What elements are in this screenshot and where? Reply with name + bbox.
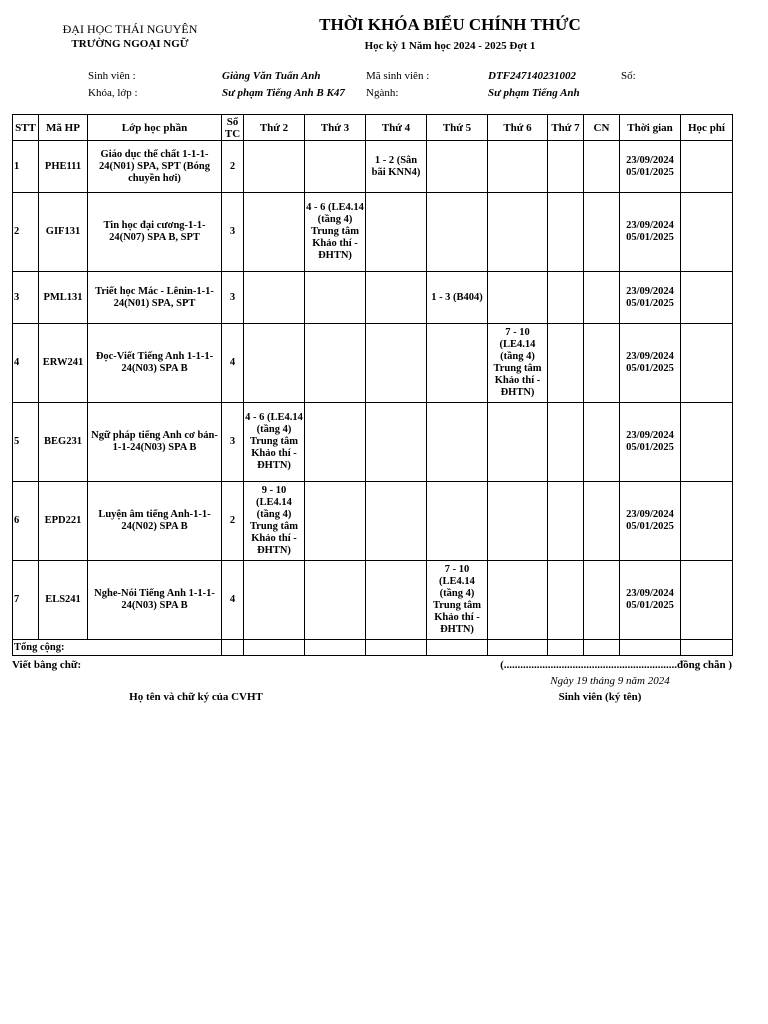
cell-cn — [584, 561, 620, 640]
cell-thu-3 — [305, 272, 366, 324]
cell-stt: 5 — [13, 403, 39, 482]
cell-thu-7 — [548, 482, 584, 561]
cell-thoi-gian — [620, 403, 681, 482]
page-title: THỜI KHÓA BIỂU CHÍNH THỨC — [319, 15, 581, 34]
header-cn: CN — [584, 115, 620, 141]
start-date: 23/09/2024 — [626, 351, 674, 362]
table-row — [13, 482, 733, 561]
cell-thu-3 — [305, 141, 366, 193]
table-row — [13, 272, 733, 324]
cell-thu-7 — [548, 272, 584, 324]
header-thoi-gian: Thời gian — [620, 115, 681, 141]
cell-thu-6 — [488, 141, 548, 193]
cell-thu-7 — [548, 193, 584, 272]
cell-cn — [584, 193, 620, 272]
student-id: DTF247140231002 — [488, 70, 576, 82]
header-stt: STT — [13, 115, 39, 141]
cell-stt: 7 — [13, 561, 39, 640]
cell-thu-5 — [427, 482, 488, 561]
start-date: 23/09/2024 — [626, 220, 674, 231]
cell-so-tc: 4 — [222, 561, 244, 640]
written-amount-label: Viết bằng chữ: — [12, 659, 82, 671]
student-signature-label: Sinh viên (ký tên) — [558, 691, 642, 703]
cell-thu-6 — [488, 193, 548, 272]
cell-thu-3: 4 - 6 (LE4.14 (tầng 4) Trung tâm Khảo thí - ĐHTN) — [305, 193, 366, 272]
cell-lop-hoc-phan: Luyện âm tiếng Anh-1-1-24(N02) SPA B — [88, 482, 222, 561]
major-label: Ngành: — [366, 87, 399, 99]
cell-hoc-phi — [681, 141, 733, 193]
cell-thu-5 — [427, 403, 488, 482]
cell-hoc-phi — [681, 272, 733, 324]
total-tc — [222, 640, 244, 656]
cell-so-tc: 2 — [222, 141, 244, 193]
student-major: Sư phạm Tiếng Anh — [488, 87, 580, 99]
end-date: 05/01/2025 — [626, 232, 674, 243]
table-row — [13, 403, 733, 482]
end-date: 05/01/2025 — [626, 363, 674, 374]
cell-hoc-phi — [681, 403, 733, 482]
end-date: 05/01/2025 — [626, 166, 674, 178]
cell-ma-hp: BEG231 — [39, 403, 88, 482]
header-hoc-phi: Học phí — [681, 115, 733, 141]
cell-ma-hp: PML131 — [39, 272, 88, 324]
cell-thu-7 — [548, 324, 584, 403]
header-thu-4: Thứ 4 — [366, 115, 427, 141]
total-row — [13, 640, 733, 656]
cell-thu-2 — [244, 141, 305, 193]
cell-thu-5 — [427, 324, 488, 403]
cell-lop-hoc-phan: Triết học Mác - Lênin-1-1-24(N01) SPA, SPT — [88, 272, 222, 324]
cell-thu-4: 1 - 2 (Sân bãi KNN4) — [366, 141, 427, 193]
header-lop-hoc-phan: Lớp học phần — [88, 115, 222, 141]
header-thu-6: Thứ 6 — [488, 115, 548, 141]
school-name: TRƯỜNG NGOẠI NGỮ — [71, 38, 189, 50]
end-date: 05/01/2025 — [626, 442, 674, 453]
cell-lop-hoc-phan: Nghe-Nói Tiếng Anh 1-1-1-24(N03) SPA B — [88, 561, 222, 640]
cell-stt: 2 — [13, 193, 39, 272]
so-label: Số: — [621, 70, 636, 82]
cell-ma-hp: ERW241 — [39, 324, 88, 403]
table-row — [13, 561, 733, 640]
cell-thu-4 — [366, 561, 427, 640]
cell-thoi-gian — [620, 324, 681, 403]
cell-thu-4 — [366, 324, 427, 403]
cell-thu-6 — [488, 561, 548, 640]
cell-thu-6: 7 - 10 (LE4.14 (tầng 4) Trung tâm Khảo thí - ĐHTN) — [488, 324, 548, 403]
header-row — [13, 115, 733, 141]
cell-thu-3 — [305, 324, 366, 403]
cell-thu-7 — [548, 561, 584, 640]
cell-thoi-gian — [620, 193, 681, 272]
document-date: Ngày 19 tháng 9 năm 2024 — [550, 675, 670, 687]
cell-ma-hp: PHE111 — [39, 141, 88, 193]
cell-thoi-gian — [620, 141, 681, 193]
cell-thu-2 — [244, 272, 305, 324]
advisor-signature-label: Họ tên và chữ ký của CVHT — [129, 691, 263, 703]
cell-ma-hp: ELS241 — [39, 561, 88, 640]
cell-thu-2: 4 - 6 (LE4.14 (tầng 4) Trung tâm Khảo thí - ĐHTN) — [244, 403, 305, 482]
cell-thoi-gian — [620, 561, 681, 640]
cell-thu-7 — [548, 403, 584, 482]
header-thu-2: Thứ 2 — [244, 115, 305, 141]
cell-thu-2: 9 - 10 (LE4.14 (tầng 4) Trung tâm Khảo thí - ĐHTN) — [244, 482, 305, 561]
written-amount-blank: (...............................................................đồng chẵn ) — [500, 659, 732, 671]
end-date: 05/01/2025 — [626, 297, 674, 309]
cell-hoc-phi — [681, 482, 733, 561]
header-ma-hp: Mã HP — [39, 115, 88, 141]
cell-hoc-phi — [681, 324, 733, 403]
cell-lop-hoc-phan: Đọc-Viết Tiếng Anh 1-1-1-24(N03) SPA B — [88, 324, 222, 403]
start-date: 23/09/2024 — [626, 285, 674, 297]
header-thu-3: Thứ 3 — [305, 115, 366, 141]
student-name-label: Sinh viên : — [88, 70, 136, 82]
class-label: Khóa, lớp : — [88, 87, 138, 99]
total-label: Tổng cộng: — [13, 640, 222, 656]
cell-hoc-phi — [681, 561, 733, 640]
university-name: ĐẠI HỌC THÁI NGUYÊN — [62, 22, 198, 36]
cell-thu-6 — [488, 272, 548, 324]
cell-lop-hoc-phan: Ngữ pháp tiếng Anh cơ bản-1-1-24(N03) SPA B — [88, 403, 222, 482]
timetable — [12, 114, 733, 656]
end-date: 05/01/2025 — [626, 600, 674, 611]
cell-thu-2 — [244, 324, 305, 403]
cell-cn — [584, 403, 620, 482]
cell-so-tc: 3 — [222, 272, 244, 324]
cell-cn — [584, 272, 620, 324]
cell-thu-7 — [548, 141, 584, 193]
cell-hoc-phi — [681, 193, 733, 272]
start-date: 23/09/2024 — [626, 430, 674, 441]
cell-thu-4 — [366, 482, 427, 561]
cell-stt: 3 — [13, 272, 39, 324]
table-row — [13, 141, 733, 193]
start-date: 23/09/2024 — [626, 509, 674, 520]
end-date: 05/01/2025 — [626, 521, 674, 532]
cell-thu-3 — [305, 403, 366, 482]
cell-cn — [584, 324, 620, 403]
cell-thu-2 — [244, 561, 305, 640]
cell-ma-hp: GIF131 — [39, 193, 88, 272]
cell-so-tc: 4 — [222, 324, 244, 403]
table-row — [13, 324, 733, 403]
cell-thu-2 — [244, 193, 305, 272]
header-so-tc: Số TC — [222, 115, 244, 141]
cell-thu-4 — [366, 403, 427, 482]
cell-thu-5: 1 - 3 (B404) — [427, 272, 488, 324]
cell-lop-hoc-phan: Giáo dục thể chất 1-1-1-24(N01) SPA, SPT (Bóng chuyền hơi) — [88, 141, 222, 193]
student-id-label: Mã sinh viên : — [366, 70, 430, 82]
cell-thu-6 — [488, 482, 548, 561]
total-fee — [681, 640, 733, 656]
cell-stt: 6 — [13, 482, 39, 561]
cell-thoi-gian — [620, 482, 681, 561]
cell-thu-6 — [488, 403, 548, 482]
cell-thoi-gian — [620, 272, 681, 324]
semester-subtitle: Học kỳ 1 Năm học 2024 - 2025 Đợt 1 — [364, 40, 536, 52]
cell-cn — [584, 141, 620, 193]
cell-stt: 1 — [13, 141, 39, 193]
cell-ma-hp: EPD221 — [39, 482, 88, 561]
cell-thu-5 — [427, 193, 488, 272]
table-row — [13, 193, 733, 272]
cell-thu-3 — [305, 482, 366, 561]
cell-lop-hoc-phan: Tin học đại cương-1-1-24(N07) SPA B, SPT — [88, 193, 222, 272]
cell-thu-5 — [427, 141, 488, 193]
header-thu-7: Thứ 7 — [548, 115, 584, 141]
student-class: Sư phạm Tiếng Anh B K47 — [222, 87, 345, 99]
cell-so-tc: 2 — [222, 482, 244, 561]
start-date: 23/09/2024 — [626, 154, 674, 166]
header-thu-5: Thứ 5 — [427, 115, 488, 141]
cell-cn — [584, 482, 620, 561]
cell-thu-3 — [305, 561, 366, 640]
cell-so-tc: 3 — [222, 403, 244, 482]
cell-thu-5: 7 - 10 (LE4.14 (tầng 4) Trung tâm Khảo thí - ĐHTN) — [427, 561, 488, 640]
start-date: 23/09/2024 — [626, 588, 674, 599]
cell-thu-4 — [366, 193, 427, 272]
cell-so-tc: 3 — [222, 193, 244, 272]
cell-thu-4 — [366, 272, 427, 324]
student-name: Giàng Văn Tuấn Anh — [222, 70, 321, 82]
cell-stt: 4 — [13, 324, 39, 403]
